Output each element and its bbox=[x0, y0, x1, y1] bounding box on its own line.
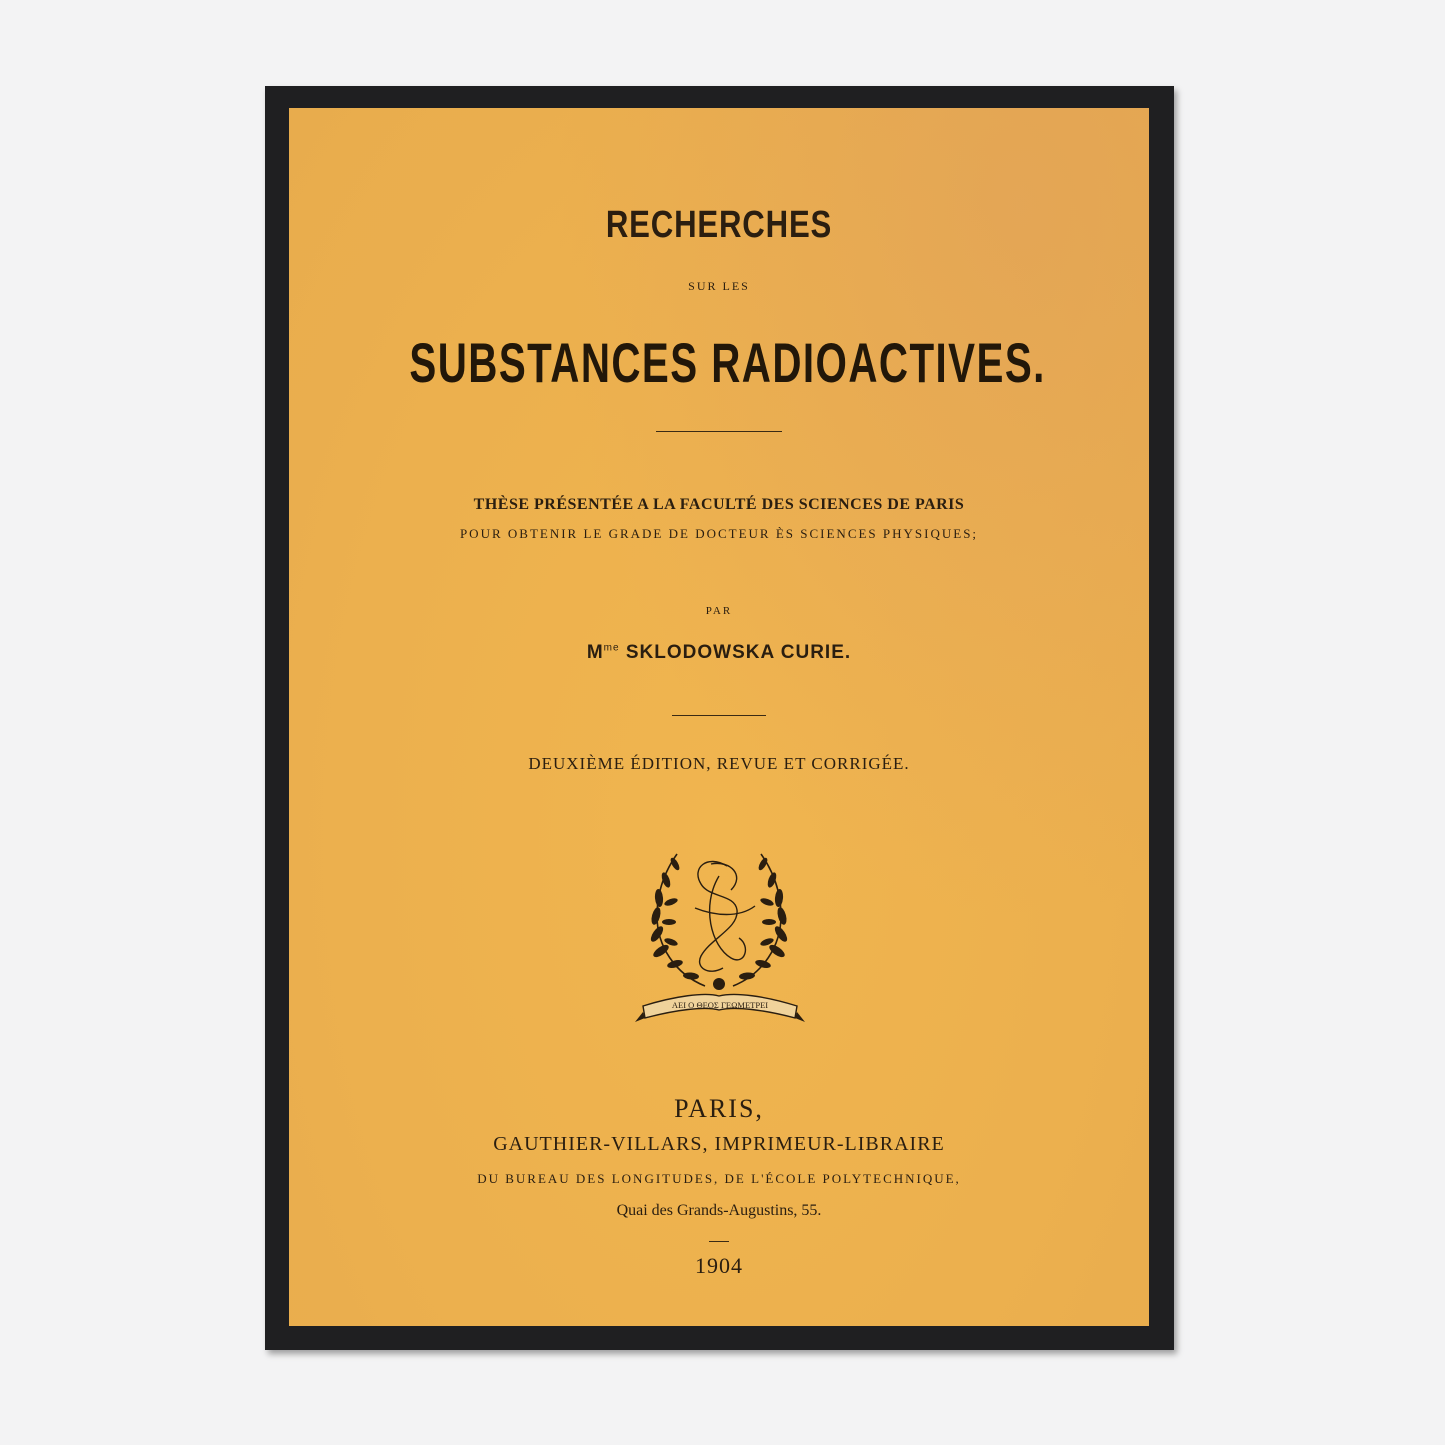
author-name: SKLODOWSKA CURIE. bbox=[625, 642, 852, 663]
divider-rule-middle bbox=[672, 715, 766, 716]
author-prefix-sup: me bbox=[603, 642, 620, 654]
title-page bbox=[289, 108, 1149, 1326]
edition-note: DEUXIÈME ÉDITION, REVUE ET CORRIGÉE. bbox=[528, 754, 910, 773]
emblem-motto: ΑΕΙ Ο ΘΕΟΣ ΓΕΩΜΕΤΡΕΙ bbox=[671, 1000, 769, 1010]
picture-frame bbox=[265, 86, 1174, 1350]
publication-year: 1904 bbox=[695, 1253, 743, 1278]
thesis-line-2: POUR OBTENIR LE GRADE DE DOCTEUR ÈS SCIENCES PHYSIQUES; bbox=[459, 526, 979, 541]
divider-rule-top bbox=[656, 431, 782, 432]
author-prefix: M bbox=[586, 642, 604, 663]
publisher-address: Quai des Grands-Augustins, 55. bbox=[616, 1202, 822, 1219]
author-name-line bbox=[289, 642, 1149, 664]
publisher-affiliation: DU BUREAU DES LONGITUDES, DE L'ÉCOLE POLYTECHNIQUE, bbox=[477, 1171, 961, 1186]
thesis-line-1: THÈSE PRÉSENTÉE A LA FACULTÉ DES SCIENCES DE PARIS bbox=[473, 496, 965, 513]
publisher-city: PARIS, bbox=[674, 1094, 764, 1123]
title-recherches: RECHERCHES bbox=[605, 204, 833, 246]
divider-rule-year bbox=[709, 1241, 729, 1242]
publisher-name: GAUTHIER-VILLARS, IMPRIMEUR-LIBRAIRE bbox=[493, 1133, 945, 1155]
title-substances-radioactives: SUBSTANCES RADIOACTIVES. bbox=[409, 331, 1046, 394]
by-label: PAR bbox=[705, 605, 733, 617]
title-sur-les: SUR LES bbox=[688, 279, 750, 293]
publisher-emblem-icon bbox=[635, 846, 805, 1028]
